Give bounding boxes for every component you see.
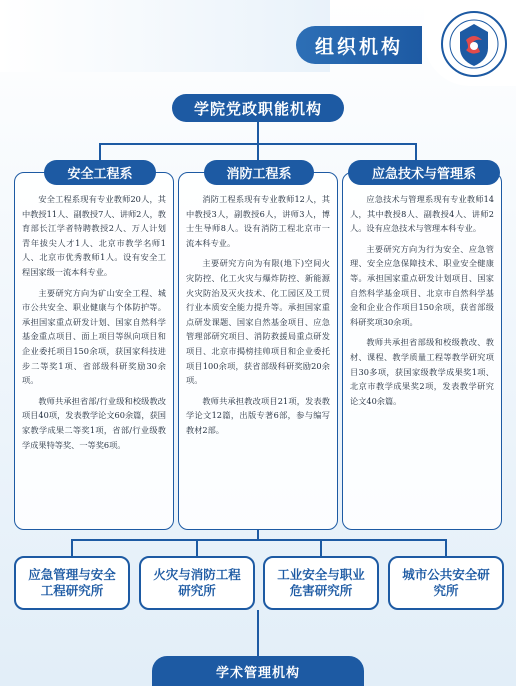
connector-line (445, 539, 447, 556)
dept-text-emergency (350, 192, 494, 414)
school-logo-icon (440, 10, 508, 78)
paragraph: 主要研究方向为行为安全、应急管理、安全应急保障技术、职业安全健康等。承担国家重点研发计划项目、国家自然科学基金项目、北京市自然科学基金和企业合作项目150余项，获省部级科研奖项30余项。 (350, 243, 494, 327)
connector-line (257, 610, 259, 656)
connector-line (320, 539, 322, 556)
dept-text-fire (186, 192, 330, 444)
paragraph: 安全工程系现有专业教师20人，其中教授11人、副教授7人、讲师2人，教育部长江学者特聘教授2人、万人计划青年拔尖人才1人、北京市教学名师1人、北京市优秀教师1人。设有安全工程国家级一流本科专业。 (22, 194, 166, 277)
paragraph: 消防工程系现有专业教师12人，其中教授3人，副教授6人，讲师3人，博士生导师8人。设有消防工程北京市一流本科专业。 (186, 194, 330, 248)
header-decoration (0, 0, 330, 72)
institute-card-industrial: 工业安全与职业危害研究所 (263, 556, 379, 610)
paragraph: 主要研究方向为有限(地下)空间火灾防控、化工火灾与爆炸防控、新能源火灾防治及灭火技术、化工园区及工贸行业本质安全能力提升等。承担国家重点研发课题、国家自然基金项目、应急管理部研究项目、消防救援局重点研发项目、北京市揭榜挂帅项目和企业委托项目100余项，获省部级科研奖励20余项。 (186, 258, 330, 386)
page-title: 组织机构 (296, 26, 422, 64)
connector-line (196, 539, 198, 556)
connector-line (71, 539, 447, 541)
paragraph: 应急技术与管理系现有专业教师14人，其中教授8人、副教授4人、讲师2人。设有应急技术与管理本科专业。 (350, 194, 494, 234)
connector-line (415, 143, 417, 161)
dept-title-emergency: 应急技术与管理系 (348, 160, 500, 185)
connector-line (257, 122, 259, 144)
paragraph: 教师共承担教改项目21项，发表教学论文12篇，出版专著6部，参与编写教材2部。 (186, 395, 330, 435)
paragraph: 教师共承担省部级和校级教改、教材、课程、教学质量工程等教学研究项目30多项，获国家级教学成果奖1项、北京市教学成果奖2项，发表教学研究论文40余篇。 (350, 337, 494, 406)
connector-line (71, 539, 73, 556)
institute-card-emergency-safety: 应急管理与安全工程研究所 (14, 556, 130, 610)
paragraph: 主要研究方向为矿山安全工程、城市公共安全、职业健康与个体防护等。承担国家重点研发计划、国家自然科学基金重点项目、面上项目等纵向项目和企业委托项目150余项，获国家科技进步二等奖1项、省部级科研奖励30余项。 (22, 287, 166, 386)
dept-text-safety (22, 192, 166, 458)
top-unit-bar: 学院党政职能机构 (172, 94, 344, 122)
bottom-unit-bar: 学术管理机构 (152, 656, 364, 686)
connector-line (99, 143, 101, 161)
paragraph: 教师共承担省部/行业级和校级教改项目40项，发表教学论文60余篇，获国家教学成果二等奖1项，省部/行业级教学成果特等奖、一等奖6项。 (22, 395, 166, 450)
institute-card-fire: 火灾与消防工程研究所 (139, 556, 255, 610)
connector-line (257, 143, 259, 161)
institute-card-urban: 城市公共安全研究所 (388, 556, 504, 610)
dept-title-safety: 安全工程系 (44, 160, 156, 185)
dept-title-fire: 消防工程系 (204, 160, 314, 185)
